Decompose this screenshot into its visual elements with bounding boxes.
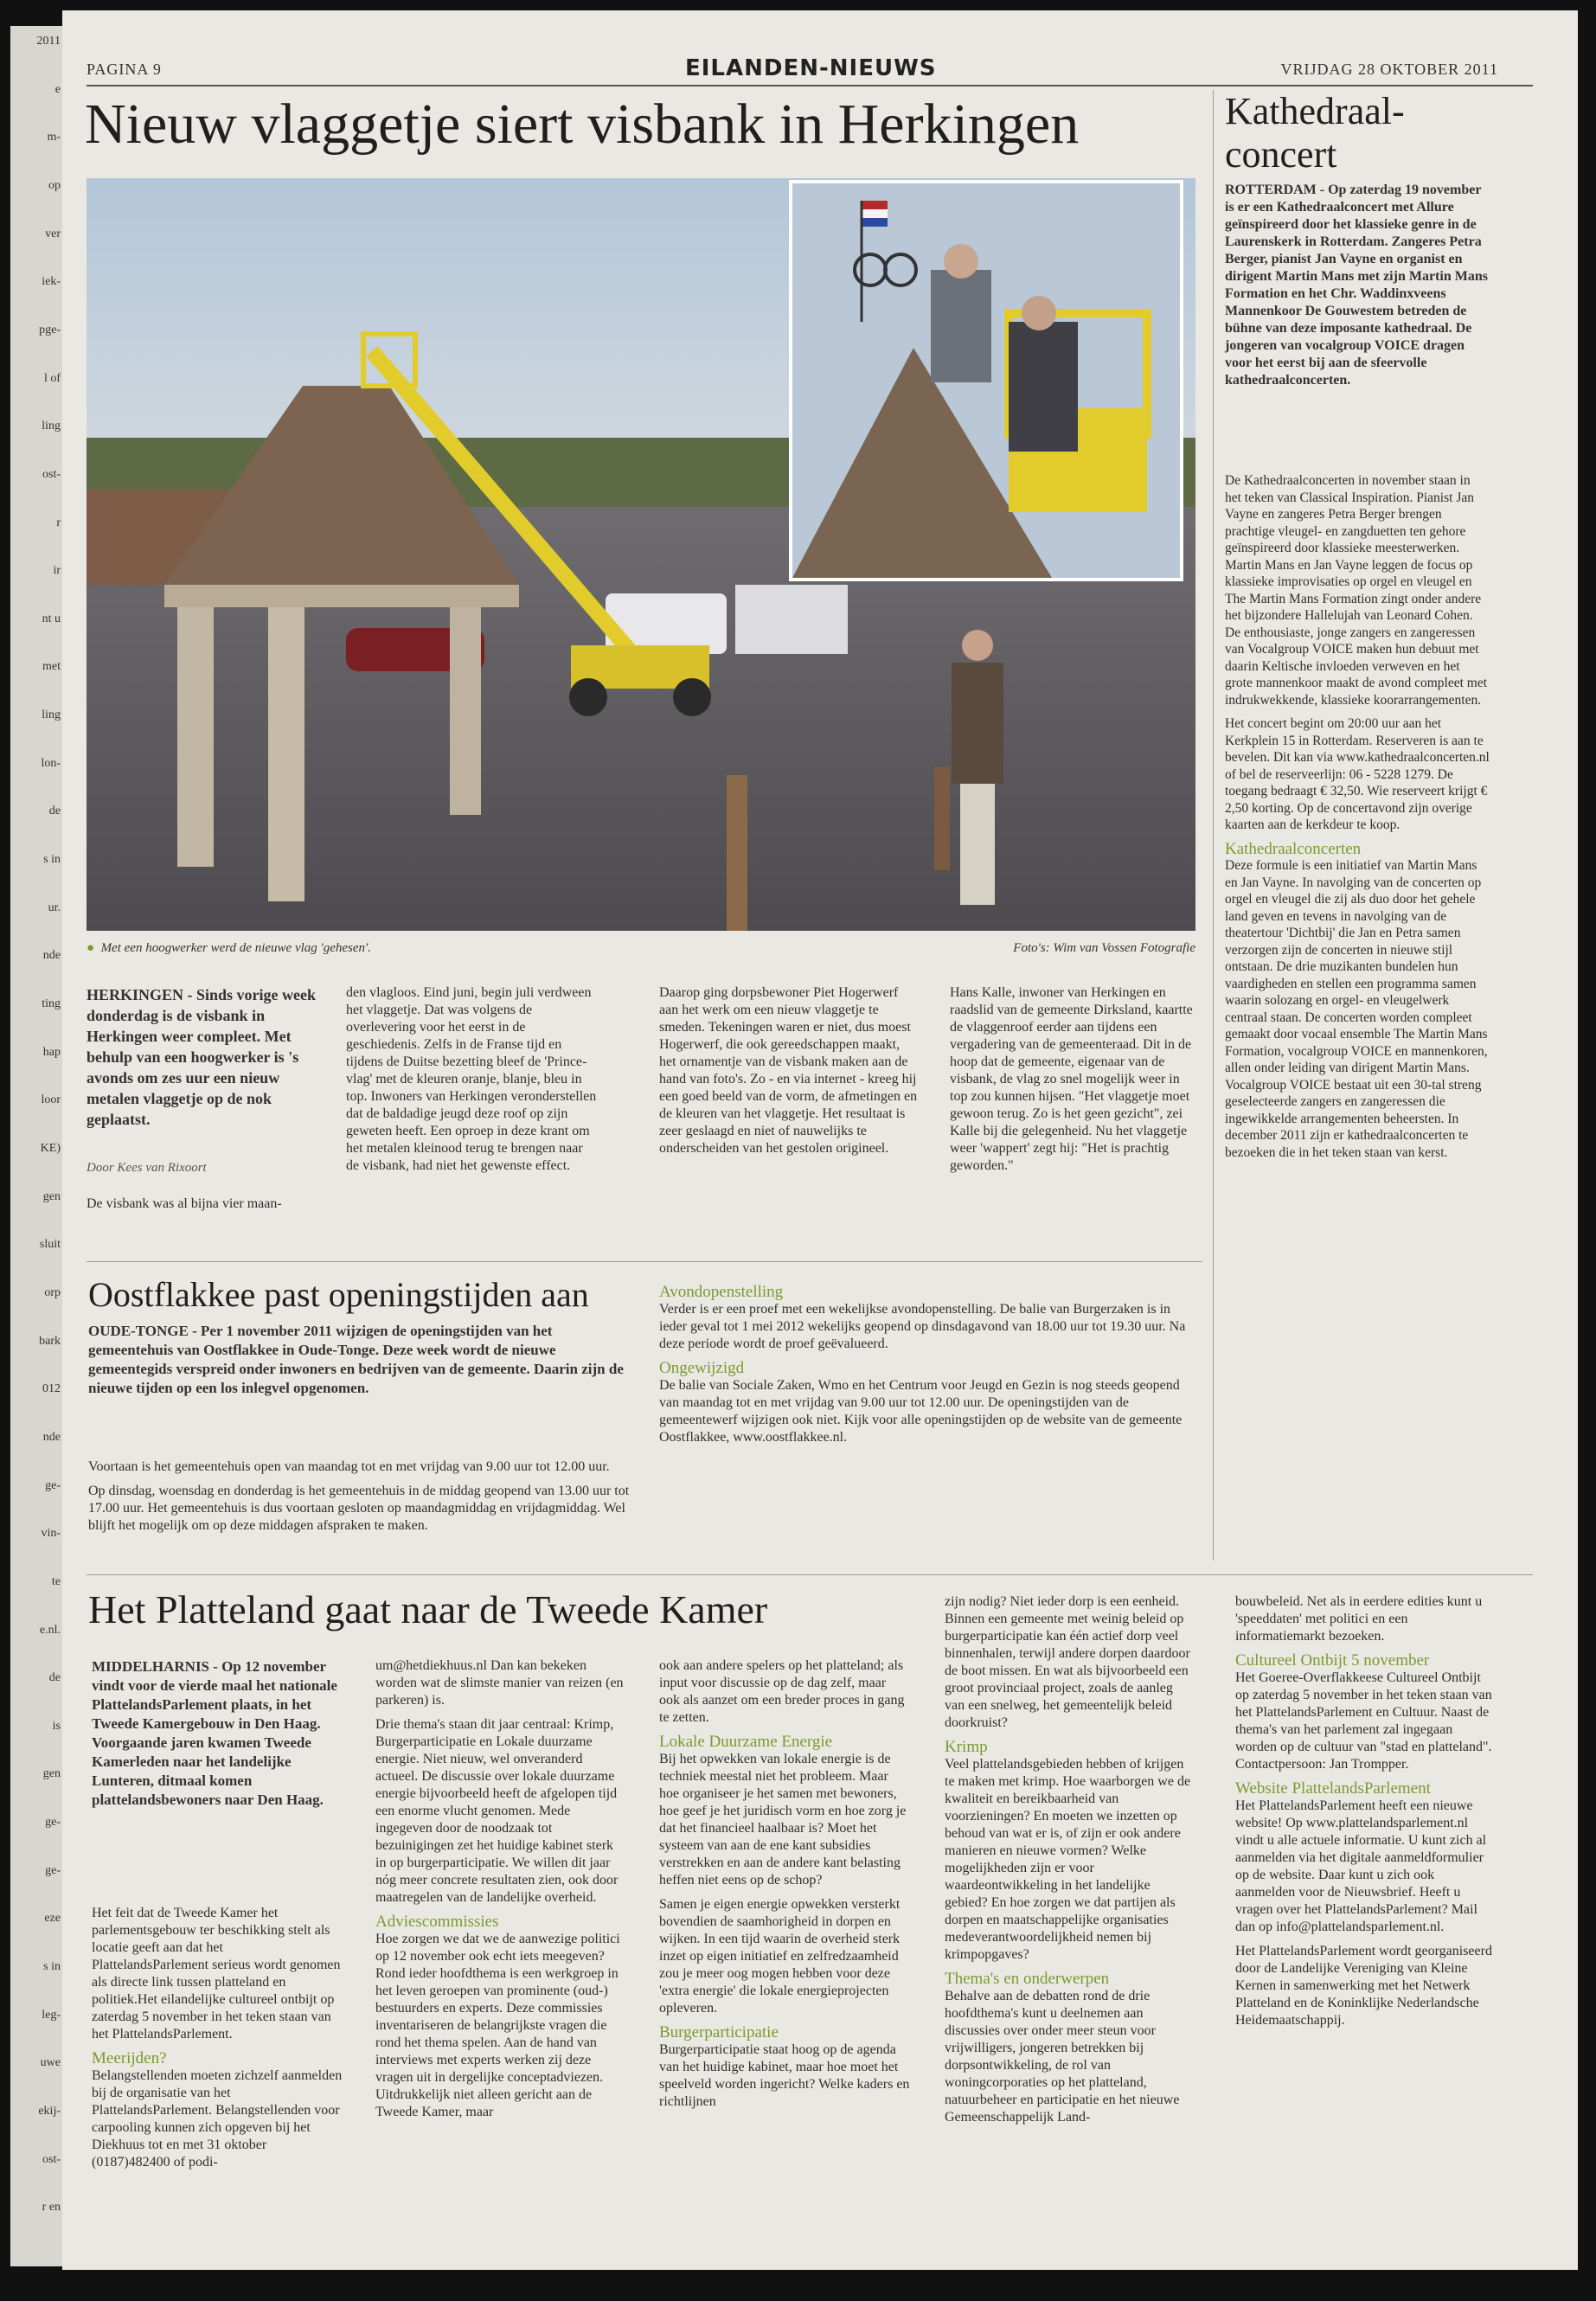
platteland-p2: Belangstellenden moeten zichzelf aanmelden bij de organisatie van het PlattelandsParlement. Belangstellenden voor carpooling kunnen zich opgeven bij het Diekhuus tot en met 31 oktober (0187)482400 of podi- <box>92 2068 343 2170</box>
prev-page-fragment: iek- <box>42 275 61 289</box>
platteland-col1 <box>92 1905 343 2178</box>
prev-page-fragment: leg- <box>42 2008 61 2022</box>
platteland-p13: bouwbeleid. Net als in eerdere edities kunt u 'speeddaten' met politici en een informatiemarkt bezoeken. <box>1235 1594 1483 1644</box>
prev-page-fragment: sluit <box>39 1238 61 1252</box>
platteland-p5: Hoe zorgen we dat we de aanwezige politici op 12 november ook echt iets meegeven? Rond ieder hoofdthema is een werkgroep in het leven geroepen van prominente (oud-) bestuurders en experts. Deze commissies inventariseren de belangrijkste vragen die rond het thema spelen. Aan de hand van interviews met experts werken zij deze vragen uit in dergelijke conceptadviezen. Uitdrukkelijk niet alleen gericht aan de Tweede Kamer, maar <box>375 1932 620 2119</box>
opening-body-right <box>659 1279 1195 1453</box>
prev-page-fragment: de <box>48 1671 61 1685</box>
prev-page-fragment: is <box>52 1719 61 1733</box>
platteland-p11: Veel plattelandsgebieden hebben of krijgen te maken met krimp. Hoe waarborgen we de kwaliteit en bereikbaarheid van voorzieningen? En moeten we inzetten op behoud van wat er is, of zijn er ook andere manieren en nieuwe vormen? Welke mogelijkheden zijn er voor waardeontwikkeling in het landelijke gebied? En hoe zorgen we dat partijen als dorpen en maatschappelijke organisaties medeverantwoordelijkheid nemen bij krimpopgaves? <box>945 1757 1191 1962</box>
prev-page-fragment: vin- <box>41 1527 61 1541</box>
prev-page-fragment: 2011 <box>36 35 61 48</box>
prev-page-fragment: KE) <box>40 1142 61 1155</box>
prev-page-fragment: hap <box>42 1045 61 1059</box>
concert-p2: Het concert begint om 20:00 uur aan het Kerkplein 15 in Rotterdam. Reserveren is aan te bevelen. Dit kan via www.kathedraalconcerten.nl of bel de reserveerlijn: 06 - 5228 1279. De toegang bedraagt € 32,50. Wie reserveert krijgt € 2,50 korting. Op de concertavond zijn overige kaarten aan de kerkdeur te koop. <box>1225 716 1490 832</box>
vlag-lede: HERKINGEN - Sinds vorige week donderdag is de visbank in Herkingen weer compleet. Met behulp van een hoogwerker is 's avonds om zes uur een nieuw metalen vlaggetje op de nok geplaatst. <box>87 986 317 1128</box>
prev-page-fragment: ge- <box>45 1863 61 1877</box>
platteland-p6: ook aan andere spelers op het platteland; als input voor discussie op de dag zelf, maar ook als aanzet om een breder proces in gang te zetten. <box>659 1658 905 1725</box>
prev-page-fragment: met <box>42 660 61 674</box>
prev-page-fragment: loor <box>41 1093 61 1107</box>
prev-page-fragment: ost- <box>42 467 61 481</box>
newspaper-page <box>62 10 1578 2270</box>
platteland-subhead-advies: Adviescommissies <box>375 1913 499 1931</box>
prev-page-fragment: ting <box>42 997 61 1011</box>
vlag-col4: Hans Kalle, inwoner van Herkingen en raadslid van de gemeente Dirksland, kaartte de vlaggenroof eerder aan tijdens een vergadering van de gemeenteraad. Dit in de hoop dat de gemeente, eigenaar van de visbank, de vlag zo snel mogelijk weer in top zou kunnen hijsen. "Het vlaggetje moet gewoon terug. Zo is het geen gezicht", zei Kalle bij die gelegenheid. Nu het vlaggetje weer 'wappert' zegt hij: "Het is prachtig geworden." <box>950 985 1193 1173</box>
prev-page-fragment: l of <box>43 371 61 385</box>
concert-lede: ROTTERDAM - Op zaterdag 19 november is er een Kathedraalconcert met Allure geïnspireerd door het klassieke genre in de Laurenskerk in Rotterdam. Zangeres Petra Berger, pianist Jan Vayne en organist en dirigent Martin Mans met zijn Martin Mans Formation en het Chr. Waddinxveens Mannenkoor De Gouwestem betreden de bühne van deze imposante kathedraal. De jongeren van vocalgroup VOICE dragen voor het eerst bij aan de sfeervolle kathedraalconcerten. <box>1225 183 1488 388</box>
prev-page-fragment: ir <box>53 564 61 578</box>
vlag-headline: Nieuw vlaggetje siert visbank in Herkingen <box>85 93 1080 156</box>
opening-body-left <box>88 1458 638 1541</box>
platteland-p4: Drie thema's staan dit jaar centraal: Krimp, Burgerparticipatie en Lokale duurzame energie. Niet nieuw, wel onveranderd actueel. De discussie over lokale duurzame energie bijvoorbeeld heeft de afgelopen tijd een enorme vlucht genomen. Mede ingegeven door de noodzaak tot bezuinigingen zet het huidige kabinet sterk in op burgerparticipatie. We willen dit jaar nóg meer concrete resultaten zien, ook door maatregelen van de landelijke overheid. <box>375 1717 619 1905</box>
vlag-col3: Daarop ging dorpsbewoner Piet Hogerwerf aan het werk om een nieuw vlaggetje te smeden. Tekeningen waren er niet, dus moest Hogerwerf, die ook gereedschappen maakt, het ornamentje van de visbank maken aan de hand van foto's. Zo - en via internet - kreeg hij een goed beeld van de vorm, de afmetingen en de kleuren van het vlaggetje. Het resultaat is zeer geslaagd en niet of nauwelijks te onderscheiden van het gestolen origineel. <box>659 985 918 1156</box>
prev-page-fragment: pge- <box>39 323 61 336</box>
header-rule <box>87 85 1533 87</box>
prev-page-fragment: ling <box>42 420 61 433</box>
platteland-col3 <box>659 1657 910 2118</box>
platteland-subhead-burger: Burgerparticipatie <box>659 2023 779 2041</box>
prev-page-fragment: op <box>48 178 61 192</box>
platteland-p9: Burgerparticipatie staat hoog op de agenda van het huidige kabinet, maar hoe moet het speelveld worden ingericht? Welke kaders en richtlijnen <box>659 2042 910 2109</box>
inset-photo-illustration <box>792 183 1180 578</box>
platteland-p7: Bij het opwekken van lokale energie is de techniek meestal niet het probleem. Maar hoe organiseer je het samen met bewoners, hoe geef je het juridisch vorm en hoe zorg je dat het financieel haalbaar is? Moet het systeem van aan de ene kant subsidies verstrekken en aan de andere kant belasting heffen niet eens op de schop? <box>659 1752 907 1888</box>
prev-page-fragment: gen <box>42 1189 61 1203</box>
photo-credit: Foto's: Wim van Vossen Fotografie <box>1013 941 1195 955</box>
prev-page-fragment: ge- <box>45 1478 61 1492</box>
prev-page-fragment: s in <box>43 1960 61 1974</box>
page-number: PAGINA 9 <box>87 61 162 78</box>
platteland-subhead-krimp: Krimp <box>945 1738 988 1756</box>
concert-subhead: Kathedraalconcerten <box>1225 839 1362 858</box>
prev-page-fragment: nde <box>42 949 61 963</box>
concert-p1: De Kathedraalconcerten in november staan in het teken van Classical Inspiration. Pianist Jan Vayne en zangeres Petra Berger brengen prachtige vleugel- en zangduetten ten gehore geïnspireerd door klassieke meesterwerken. Martin Mans en Jan Vayne leggen de focus op klassieke improvisaties op orgel en vleugel en The Martin Mans Formation zingt onder andere het bijzondere Hallelujah van Leonard Cohen. De enthousiaste, jonge zangers en zangeressen van Vocalgroup VOICE maken hun debuut met daarin Keltische invloeden verweven en het grote mannenkoor maakt de avond compleet met indrukwekkende, klassieke koorarrangementen. <box>1225 473 1488 708</box>
opening-p4: De balie van Sociale Zaken, Wmo en het Centrum voor Jeugd en Gezin is nog steeds geopend van maandag tot en met vrijdag van 9.00 uur tot 12.00 uur. De openingstijden van de gemeentewerf wijzigen ook niet. Kijk voor alle openingstijden op de website van de gemeente Oostflakkee, www.oostflakkee.nl. <box>659 1378 1183 1445</box>
platteland-p3: um@hetdiekhuus.nl Dan kan bekeken worden wat de slimste manier van reizen (en parkeren) is. <box>375 1658 624 1708</box>
platteland-subhead-meerijden: Meerijden? <box>92 2049 167 2067</box>
prev-page-fragment: ge- <box>45 1816 61 1830</box>
concert-body <box>1225 472 1490 1168</box>
prev-page-fragment: r <box>56 516 61 529</box>
platteland-p14: Het Goeree-Overflakkeese Cultureel Ontbijt op zaterdag 5 november in het teken staan van het PlattelandsParlement en Cultuur. Naast de thema's van het parlement zal ingegaan worden op de cultuur van "stad en platteland". Contactpersoon: Jan Trompper. <box>1235 1670 1492 1772</box>
inset-photo-flag <box>789 180 1183 581</box>
opening-subhead-2: Ongewijzigd <box>659 1359 745 1377</box>
opening-lede: OUDE-TONGE - Per 1 november 2011 wijzigen de openingstijden van het gemeentehuis van Oostflakkee in Oude-Tonge. Deze week wordt de nieuwe gemeentegids verspreid onder inwoners en bedrijven van de gemeente. Daarin zijn de nieuwe tijden op een los inlegvel opgenomen. <box>88 1323 624 1396</box>
platteland-p15: Het PlattelandsParlement heeft een nieuwe website! Op www.plattelandsparlement.nl vindt u alle actuele informatie. U kunt zich al aanmelden via het digitale aanmeldformulier op de website. Daar kunt u zich ook aanmelden voor de Nieuwsbrief. Heeft u vragen over het PlattelandsParlement? Mail dan op info@plattelandsparlement.nl. <box>1235 1798 1487 1934</box>
concert-headline: Kathedraal-concert <box>1225 90 1405 176</box>
opening-p3: Verder is er een proef met een wekelijkse avondopenstelling. De balie van Burgerzaken is in ieder geval tot 1 mei 2012 wekelijks geopend op dinsdagavond van 18.00 uur tot 19.30 uur. Na deze periode wordt de proef geëvalueerd. <box>659 1302 1186 1351</box>
vlag-col2: den vlagloos. Eind juni, begin juli verdween het vlaggetje. Dat was volgens de overlevering voor het eerst in de geschiedenis. Zelfs in de Franse tijd en tijdens de Duitse bezetting bleef de 'Prince-vlag' met de kleuren oranje, blanje, bleu in top. Inwoners van Herkingen veronderstellen dat de baldadige jeugd deze roof op zijn geweten heeft. Een oproep in deze krant om het metalen kleinood terug te brengen naar de visbank, had niet het gewenste effect. <box>346 985 597 1173</box>
section-rule-1 <box>87 1261 1202 1262</box>
opening-p1: Voortaan is het gemeentehuis open van maandag tot en met vrijdag van 9.00 uur tot 12.00 uur. <box>88 1459 610 1474</box>
prev-page-fragment: ling <box>42 708 61 722</box>
platteland-subhead-website: Website PlattelandsParlement <box>1235 1779 1431 1798</box>
opening-subhead-1: Avondopenstelling <box>659 1283 784 1301</box>
prev-page-fragment: nde <box>42 1430 61 1444</box>
photo-caption-text: Met een hoogwerker werd de nieuwe vlag 'gehesen'. <box>100 941 371 955</box>
prev-page-fragment: 012 <box>42 1382 61 1396</box>
platteland-p8: Samen je eigen energie opwekken versterkt bovendien de saamhorigheid in dorpen en wijken. In een tijd waarin de overheid sterk inzet op eigen initiatief en zelfredzaamheid zou je meer oog mogen hebben voor deze 'extra energie' die lokale energieprojecten opleveren. <box>659 1897 901 2016</box>
platteland-p16: Het PlattelandsParlement wordt georganiseerd door de Landelijke Vereniging van Kleine Kernen in samenwerking met het Netwerk Platteland en de Koninklijke Nederlandsche Heidemaatschappij. <box>1235 1944 1492 2028</box>
photo-caption: ● Met een hoogwerker werd de nieuwe vlag 'gehesen'. <box>87 941 371 955</box>
platteland-col2 <box>375 1657 626 2128</box>
opening-p2: Op dinsdag, woensdag en donderdag is het gemeentehuis in de middag geopend van 13.00 uur tot 17.00 uur. Het gemeentehuis is dus voortaan gesloten op maandagmiddag en vrijdagmiddag. Wel blijft het mogelijk om op deze middagen afspraken te maken. <box>88 1484 630 1533</box>
prev-page-fragment: m- <box>47 131 61 144</box>
platteland-p12: Behalve aan de debatten rond de drie hoofdthema's kunt u deelnemen aan discussies over onder meer steun voor vrijwilligers, jongeren betrekken bij dorpsontwikkeling, de rol van woningcorporaties op het platteland, natuurbeheer en participatie en het nieuwe Gemeenschappelijk Land- <box>945 1989 1180 2125</box>
section-rule-2 <box>87 1574 1533 1575</box>
previous-page-edge <box>10 26 62 2266</box>
platteland-headline: Het Platteland gaat naar de Tweede Kamer <box>88 1587 768 1631</box>
prev-page-fragment: te <box>51 1574 61 1588</box>
prev-page-fragment: bark <box>39 1334 61 1348</box>
vlag-byline: Door Kees van Rixoort <box>87 1161 207 1175</box>
prev-page-fragment: ver <box>45 227 61 240</box>
issue-date: VRIJDAG 28 OKTOBER 2011 <box>1280 61 1498 78</box>
prev-page-fragment: ost- <box>42 2152 61 2166</box>
column-divider <box>1213 90 1214 1561</box>
prev-page-fragment: nt u <box>42 612 61 625</box>
prev-page-fragment: uwe <box>40 2056 61 2070</box>
prev-page-fragment: gen <box>42 1767 61 1781</box>
opening-headline: Oostflakkee past openingstijden aan <box>88 1275 589 1314</box>
prev-page-fragment: eze <box>44 1912 61 1926</box>
concert-p3: Deze formule is een initiatief van Martin Mans en Jan Vayne. In navolging van de concerten op orgel en vleugel die zij als duo door het gehele land geven en tevens in navolging van de theatertour 'Dichtbij' die Jan en Petra samen verzorgen zijn de concerten in nieuwe stijl ontstaan. De drie muzikanten bundelen hun vaardigheden en stellen een programma samen waarin solozang en orgel- en vleugelwerk centraal staan. De concerten worden compleet gemaakt door vocaal ensemble The Martin Mans Formation, vocalgroup VOICE en mannenkoren, allen onder leiding van dirigent Martin Mans. Vocalgroup VOICE bestaat uit een 30-tal streng geselecteerde zangers en zangeressen die ingewikkelde arrangementen beheersten. In december 2011 zijn er kathedraalconcerten te bezoeken die in het teken staan van kerst. <box>1225 858 1488 1160</box>
platteland-subhead-energie: Lokale Duurzame Energie <box>659 1733 833 1751</box>
platteland-subhead-ontbijt: Cultureel Ontbijt 5 november <box>1235 1651 1430 1670</box>
platteland-p1: Het feit dat de Tweede Kamer het parlementsgebouw ter beschikking stelt als locatie geeft aan dat het PlattelandsParlement serieus wordt genomen als directe link tussen platteland en politiek.Het eilandelijke cultureel ontbijt op zaterdag 5 november in het teken staan van het PlattelandsParlement. <box>92 1906 341 2041</box>
platteland-col4 <box>945 1593 1195 2133</box>
prev-page-fragment: s in <box>43 853 61 867</box>
prev-page-fragment: e.nl. <box>39 1623 61 1637</box>
prev-page-fragment: e <box>54 82 61 96</box>
prev-page-fragment: r en <box>42 2201 61 2214</box>
platteland-col5 <box>1235 1593 1495 2036</box>
prev-page-fragment: de <box>48 804 61 818</box>
prev-page-fragment: orp <box>44 1285 61 1299</box>
platteland-p10: zijn nodig? Niet ieder dorp is een eenheid. Binnen een gemeente met weinig beleid op burgerparticipatie kan één actief dorp veel binnenhalen, terwijl andere dorpen daardoor de boot missen. En wat als bijvoorbeeld een groot provinciaal project, zoals de aanleg van een snelweg, het gemeentelijk beleid doorkruist? <box>945 1594 1190 1730</box>
prev-page-fragment: ekij- <box>38 2105 61 2118</box>
prev-page-fragment: lon- <box>41 756 61 770</box>
prev-page-fragment: ur. <box>48 901 61 914</box>
platteland-lede: MIDDELHARNIS - Op 12 november vindt voor de vierde maal het nationale PlattelandsParlement plaats, in het Tweede Kamergebouw in Den Haag. Voorgaande jaren kwamen Tweede Kamerleden naar het landelijke Lunteren, ditmaal komen plattelandsbewoners naar Den Haag. <box>92 1658 337 1808</box>
vlag-col1-tail: De visbank was al bijna vier maan- <box>87 1196 282 1211</box>
newspaper-masthead: EILANDEN-NIEUWS <box>685 55 937 81</box>
platteland-subhead-themas: Thema's en onderwerpen <box>945 1970 1110 1988</box>
